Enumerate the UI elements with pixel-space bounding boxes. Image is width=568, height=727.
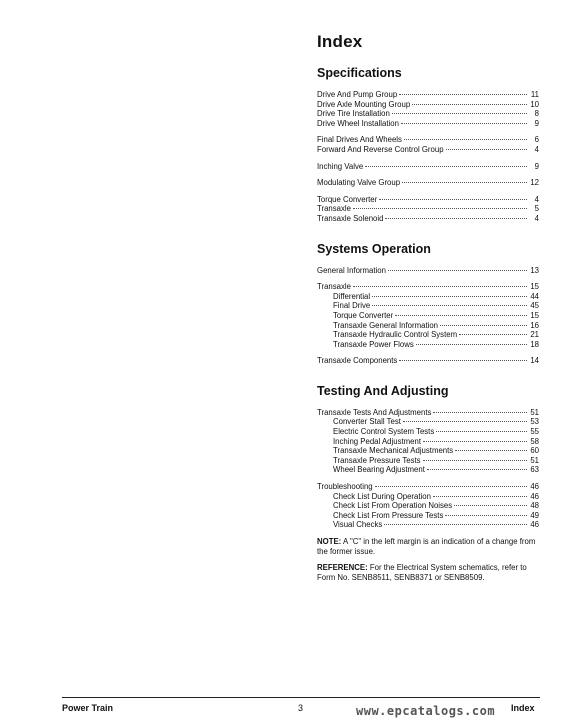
entry-label: Transaxle bbox=[317, 204, 351, 214]
entry-label: Inching Pedal Adjustment bbox=[333, 436, 421, 446]
dot-leader bbox=[423, 460, 527, 461]
entry-label: General Information bbox=[317, 265, 386, 275]
dot-leader bbox=[402, 182, 527, 183]
entry-label: Drive Wheel Installation bbox=[317, 118, 399, 128]
entry-page: 46 bbox=[530, 491, 539, 501]
index-subentry bbox=[317, 301, 539, 311]
entry-label: Inching Valve bbox=[317, 161, 364, 171]
index-group bbox=[317, 482, 539, 530]
index-subentry bbox=[317, 311, 539, 321]
dot-leader bbox=[365, 166, 527, 167]
dot-leader bbox=[433, 496, 527, 497]
entry-page: 12 bbox=[530, 178, 539, 188]
index-group bbox=[317, 178, 539, 188]
index-subentry bbox=[317, 501, 539, 511]
reference-label: REFERENCE: bbox=[317, 563, 368, 573]
entry-page: 4 bbox=[534, 194, 539, 204]
entry-page: 14 bbox=[530, 356, 539, 366]
entry-label: Final Drives And Wheels bbox=[317, 135, 402, 145]
entry-label: Modulating Valve Group bbox=[317, 178, 401, 188]
dot-leader bbox=[401, 123, 527, 124]
entry-page: 48 bbox=[530, 501, 539, 511]
index-subentry bbox=[317, 417, 539, 427]
entry-page: 11 bbox=[530, 90, 539, 99]
entry-label: Check List During Operation bbox=[333, 491, 431, 501]
section-title-specifications: Specifications bbox=[317, 66, 402, 80]
entry-label: Converter Stall Test bbox=[333, 417, 401, 427]
note-paragraph bbox=[317, 537, 539, 556]
entry-page: 6 bbox=[534, 135, 539, 145]
dot-leader bbox=[403, 421, 527, 422]
index-subentry bbox=[317, 446, 539, 456]
dot-leader bbox=[427, 469, 527, 470]
entry-page: 13 bbox=[530, 265, 539, 275]
footer-page-number: 3 bbox=[298, 703, 304, 713]
index-subentry bbox=[317, 340, 539, 350]
entry-label: Torque Converter bbox=[317, 194, 378, 204]
section-systems-operation bbox=[317, 242, 539, 366]
reference-text: For the Electrical System schematics, refer to Form No. SENB8511, SENB8371 or SENB8509. bbox=[317, 563, 527, 582]
entry-page: 9 bbox=[534, 161, 539, 171]
index-entry bbox=[317, 195, 539, 205]
index-entry bbox=[317, 408, 539, 418]
entry-label: Transaxle Mechanical Adjustments bbox=[333, 446, 454, 456]
index-subentry bbox=[317, 330, 539, 340]
index-subentry bbox=[317, 321, 539, 331]
entry-page: 5 bbox=[534, 204, 539, 214]
section-specifications bbox=[317, 66, 539, 224]
section-title-testing-adjusting: Testing And Adjusting bbox=[317, 383, 449, 398]
index-group bbox=[317, 195, 539, 224]
footer-manual-title: Power Train bbox=[62, 703, 114, 713]
entry-label: Transaxle General Information bbox=[333, 320, 439, 330]
entry-page: 8 bbox=[534, 109, 539, 119]
dot-leader bbox=[404, 139, 527, 140]
entry-page: 45 bbox=[530, 301, 539, 311]
index-subentry bbox=[317, 511, 539, 521]
index-entry bbox=[317, 214, 539, 224]
index-group bbox=[317, 282, 539, 349]
dot-leader bbox=[388, 270, 527, 271]
index-subentry bbox=[317, 456, 539, 466]
entry-label: Forward And Reverse Control Group bbox=[317, 144, 444, 154]
index-entry bbox=[317, 109, 539, 119]
entry-page: 15 bbox=[530, 310, 539, 320]
entry-page: 21 bbox=[530, 330, 539, 340]
entry-label: Wheel Bearing Adjustment bbox=[333, 465, 425, 475]
entry-page: 4 bbox=[534, 144, 539, 154]
entry-page: 4 bbox=[534, 213, 539, 223]
index-entry bbox=[317, 119, 539, 129]
dot-leader bbox=[423, 441, 527, 442]
index-entry bbox=[317, 162, 539, 172]
index-group bbox=[317, 90, 539, 128]
index-entry bbox=[317, 90, 539, 100]
dot-leader bbox=[372, 296, 527, 297]
entry-page: 18 bbox=[530, 339, 539, 349]
index-entry bbox=[317, 178, 539, 188]
index-subentry bbox=[317, 520, 539, 530]
index-entry bbox=[317, 145, 539, 155]
index-entry bbox=[317, 204, 539, 214]
dot-leader bbox=[399, 94, 527, 95]
index-column bbox=[317, 32, 539, 596]
entry-page: 60 bbox=[530, 446, 539, 456]
entry-label: Differential bbox=[333, 291, 371, 301]
entry-label: Torque Converter bbox=[333, 310, 394, 320]
entry-page: 44 bbox=[530, 291, 539, 301]
entry-page: 15 bbox=[530, 282, 539, 292]
dot-leader bbox=[416, 344, 527, 345]
page-title: Index bbox=[317, 32, 363, 51]
entry-page: 53 bbox=[530, 417, 539, 427]
entry-page: 51 bbox=[530, 407, 539, 417]
entry-label: Transaxle Hydraulic Control System bbox=[333, 330, 458, 340]
entry-label: Check List From Operation Noises bbox=[333, 501, 453, 511]
dot-leader bbox=[459, 334, 527, 335]
entry-page: 51 bbox=[530, 455, 539, 465]
entry-label: Final Drive bbox=[333, 301, 371, 311]
index-entry bbox=[317, 100, 539, 110]
index-subentry bbox=[317, 492, 539, 502]
entry-page: 46 bbox=[530, 520, 539, 530]
dot-leader bbox=[399, 360, 527, 361]
entry-page: 46 bbox=[530, 482, 539, 492]
index-entry bbox=[317, 482, 539, 492]
dot-leader bbox=[395, 315, 527, 316]
watermark: www.epcatalogs.com bbox=[356, 704, 496, 718]
index-entry bbox=[317, 266, 539, 276]
dot-leader bbox=[440, 325, 527, 326]
index-subentry bbox=[317, 437, 539, 447]
dot-leader bbox=[433, 412, 527, 413]
section-testing-adjusting bbox=[317, 384, 539, 583]
index-entry bbox=[317, 135, 539, 145]
entry-label: Electric Control System Tests bbox=[333, 427, 435, 437]
dot-leader bbox=[353, 208, 527, 209]
dot-leader bbox=[446, 149, 527, 150]
index-group bbox=[317, 408, 539, 475]
dot-leader bbox=[353, 286, 527, 287]
index-entry bbox=[317, 356, 539, 366]
dot-leader bbox=[436, 431, 527, 432]
dot-leader bbox=[385, 218, 527, 219]
index-subentry bbox=[317, 292, 539, 302]
footer-section-name: Index bbox=[511, 703, 535, 713]
footer-divider bbox=[62, 697, 540, 698]
note-label: NOTE: bbox=[317, 537, 342, 546]
dot-leader bbox=[375, 486, 527, 487]
entry-page: 10 bbox=[530, 99, 539, 109]
entry-label: Visual Checks bbox=[333, 520, 383, 530]
index-group bbox=[317, 162, 539, 172]
reference-paragraph bbox=[317, 563, 539, 582]
entry-label: Transaxle Power Flows bbox=[333, 339, 414, 349]
entry-page: 49 bbox=[530, 510, 539, 520]
entry-label: Drive Tire Installation bbox=[317, 109, 390, 119]
index-group bbox=[317, 356, 539, 366]
note-text: A "C" in the left margin is an indication of a change from the former issue. bbox=[317, 537, 536, 556]
entry-label: Transaxle bbox=[317, 282, 351, 292]
dot-leader bbox=[412, 104, 527, 105]
index-subentry bbox=[317, 465, 539, 475]
dot-leader bbox=[445, 515, 527, 516]
entry-label: Transaxle Components bbox=[317, 356, 398, 366]
section-title-systems-operation: Systems Operation bbox=[317, 241, 431, 256]
dot-leader bbox=[372, 305, 527, 306]
entry-label: Transaxle Tests And Adjustments bbox=[317, 407, 432, 417]
index-entry bbox=[317, 282, 539, 292]
entry-page: 58 bbox=[530, 436, 539, 446]
entry-label: Check List From Pressure Tests bbox=[333, 510, 444, 520]
entry-label: Drive Axle Mounting Group bbox=[317, 99, 411, 109]
index-group bbox=[317, 135, 539, 154]
entry-page: 16 bbox=[530, 320, 539, 330]
index-group bbox=[317, 266, 539, 276]
entry-page: 9 bbox=[534, 118, 539, 128]
dot-leader bbox=[392, 113, 527, 114]
dot-leader bbox=[379, 199, 527, 200]
entry-page: 63 bbox=[530, 465, 539, 475]
entry-label: Transaxle Pressure Tests bbox=[333, 455, 421, 465]
entry-label: Transaxle Solenoid bbox=[317, 213, 384, 223]
dot-leader bbox=[454, 505, 527, 506]
entry-page: 55 bbox=[530, 427, 539, 437]
entry-label: Drive And Pump Group bbox=[317, 90, 398, 99]
dot-leader bbox=[455, 450, 527, 451]
dot-leader bbox=[384, 524, 527, 525]
entry-label: Troubleshooting bbox=[317, 482, 373, 492]
index-subentry bbox=[317, 427, 539, 437]
